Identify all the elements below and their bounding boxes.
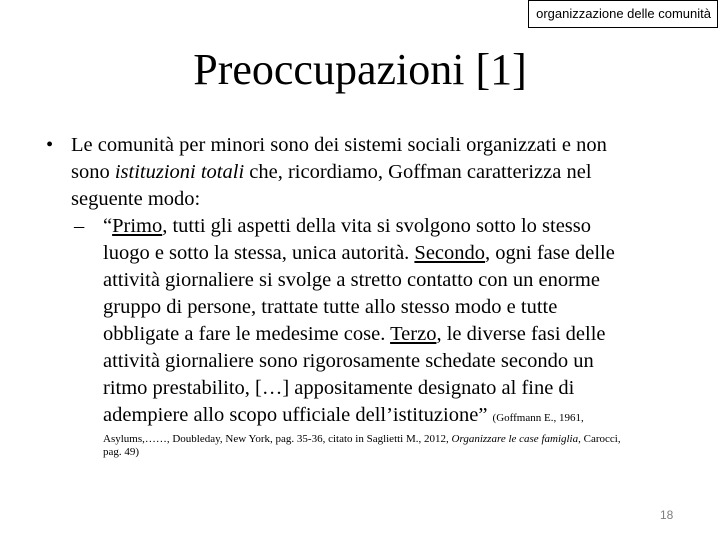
quote-text: , ogni fase delle bbox=[485, 242, 615, 264]
paragraph-line: Le comunità per minori sono dei sistemi sociali organizzati e non bbox=[71, 134, 607, 156]
slide-title: Preoccupazioni [1] bbox=[193, 45, 527, 94]
bullet-point: • bbox=[46, 134, 54, 156]
bullet-paragraph bbox=[71, 132, 711, 213]
quote-text: “ bbox=[103, 215, 113, 237]
quote-text: adempiere allo scopo ufficiale dell’istituzione” bbox=[103, 404, 488, 426]
page-number: 18 bbox=[660, 508, 674, 522]
quote-line: attività giornaliere sono rigorosamente schedate secondo un bbox=[103, 350, 594, 372]
quote-line: ritmo prestabilito, […] appositamente designato al fine di bbox=[103, 377, 575, 399]
paragraph-line bbox=[71, 159, 711, 186]
quote-line bbox=[103, 402, 703, 429]
underlined-word: Primo bbox=[112, 215, 163, 237]
quote-line bbox=[103, 240, 703, 267]
citation-inline: (Goffmann E., 1961, bbox=[492, 412, 584, 424]
quote-text: , tutti gli aspetti della vita si svolgono sotto lo stesso bbox=[162, 215, 592, 237]
citation-text: , Carocci, bbox=[578, 433, 621, 445]
citation bbox=[103, 433, 703, 459]
citation-text: Asylums,……, Doubleday, New York, pag. 35-36, citato in Saglietti M., 2012, bbox=[103, 433, 452, 445]
citation-line: pag. 49) bbox=[103, 446, 140, 458]
quote-line: attività giornaliere si svolge a stretto contatto con un enorme bbox=[103, 269, 600, 291]
goffman-quote bbox=[103, 213, 703, 429]
book-title: Organizzare le case famiglia bbox=[451, 433, 579, 445]
topic-label: organizzazione delle comunità bbox=[528, 0, 718, 28]
quote-line bbox=[103, 321, 703, 348]
quote-line bbox=[103, 213, 703, 240]
quote-text: , le diverse fasi delle bbox=[436, 323, 606, 345]
paragraph-text: che, ricordiamo, Goffman caratterizza nel bbox=[249, 161, 592, 183]
sub-bullet-dash: – bbox=[74, 215, 85, 237]
paragraph-line: seguente modo: bbox=[71, 188, 201, 210]
quote-line: gruppo di persone, trattate tutte allo stesso modo e tutte bbox=[103, 296, 558, 318]
emphasis-text: istituzioni totali bbox=[114, 161, 245, 183]
paragraph-text: sono bbox=[71, 161, 110, 183]
underlined-word: Secondo bbox=[414, 242, 486, 264]
quote-text: luogo e sotto la stessa, unica autorità. bbox=[103, 242, 415, 264]
underlined-word: Terzo bbox=[390, 323, 437, 345]
quote-text: obbligate a fare le medesime cose. bbox=[103, 323, 391, 345]
citation-line bbox=[103, 433, 703, 446]
